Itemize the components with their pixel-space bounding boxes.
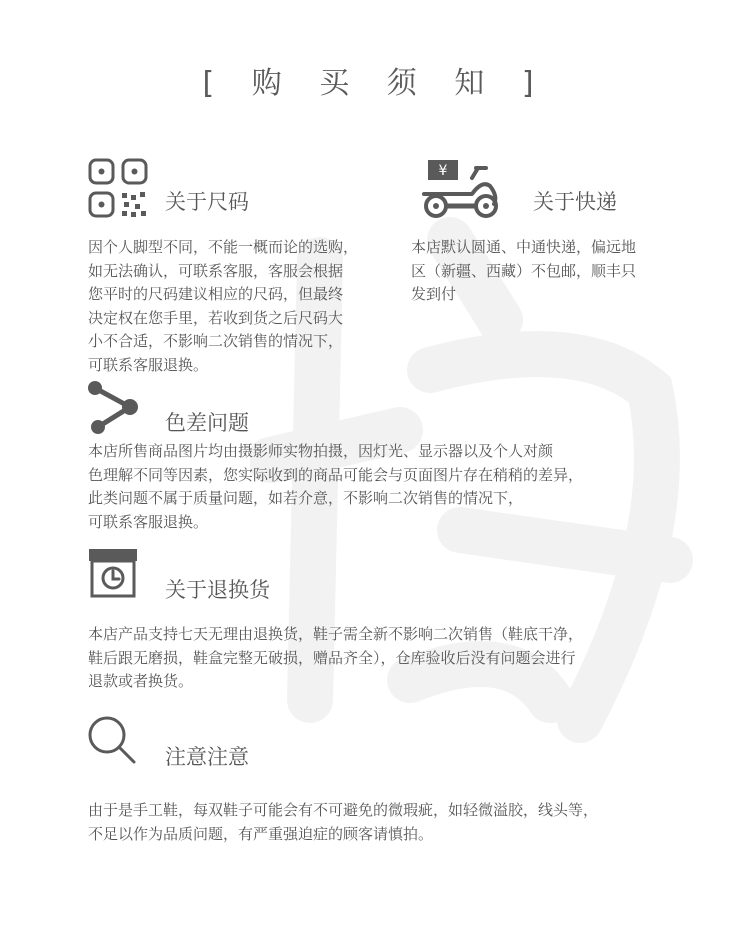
qr-code-icon (87, 157, 149, 219)
notice-text (88, 799, 598, 846)
size-line: 决定权在您手里，若收到货之后尺码大 (88, 308, 344, 327)
returns-text (88, 623, 583, 694)
shipping-heading: 关于快递 (533, 190, 617, 214)
returns-line: 本店产品支持七天无理由退换货，鞋子需全新不影响二次销售（鞋底干净， (88, 625, 584, 643)
size-line: 可联系客服退换。 (88, 355, 209, 374)
returns-line: 退款或者换货。 (88, 672, 194, 690)
size-text (88, 236, 358, 377)
color-heading: 色差问题 (165, 411, 249, 435)
shipping-text (411, 236, 636, 307)
search-icon (86, 714, 138, 766)
shipping-line: 区（新疆、西藏）不包邮，顺丰只 (411, 261, 637, 280)
delivery-scooter-icon (420, 158, 502, 220)
page-title: [ 购 买 须 知 ] (202, 66, 548, 101)
color-line: 可联系客服退换。 (88, 512, 209, 531)
notice-heading: 注意注意 (165, 745, 249, 769)
share-icon (86, 379, 142, 435)
svg-text:¥: ¥ (438, 163, 448, 179)
size-line: 因个人脚型不同，不能一概而论的选购， (88, 238, 359, 256)
size-line: 如无法确认，可联系客服，客服会根据 (88, 261, 344, 280)
color-line: 此类问题不属于质量问题，如若介意，不影响二次销售的情况下， (88, 489, 524, 507)
calendar-clock-icon (87, 547, 139, 599)
color-line: 色理解不同等因素，您实际收到的商品可能会与页面图片存在稍稍的差异， (88, 465, 584, 484)
color-line: 本店所售商品图片均由摄影师实物拍摄，因灯光、显示器以及个人对颜 (88, 442, 554, 460)
color-text (88, 440, 583, 534)
returns-heading: 关于退换货 (165, 578, 270, 602)
shipping-line: 发到付 (411, 285, 457, 303)
size-line: 您平时的尺码建议相应的尺码，但最终 (88, 285, 344, 303)
size-heading: 关于尺码 (165, 190, 249, 214)
notice-line: 由于是手工鞋，每双鞋子可能会有不可避免的微瑕疵，如轻微溢胶，线头等， (88, 801, 599, 819)
shipping-line: 本店默认圆通、中通快递，偏远地 (411, 238, 637, 256)
returns-line: 鞋后跟无磨损，鞋盒完整无破损，赠品齐全），仓库验收后没有问题会进行 (88, 648, 576, 667)
notice-line: 不足以作为品质问题，有严重强迫症的顾客请慎拍。 (88, 824, 434, 843)
size-line: 小不合适，不影响二次销售的情况下， (88, 332, 344, 350)
